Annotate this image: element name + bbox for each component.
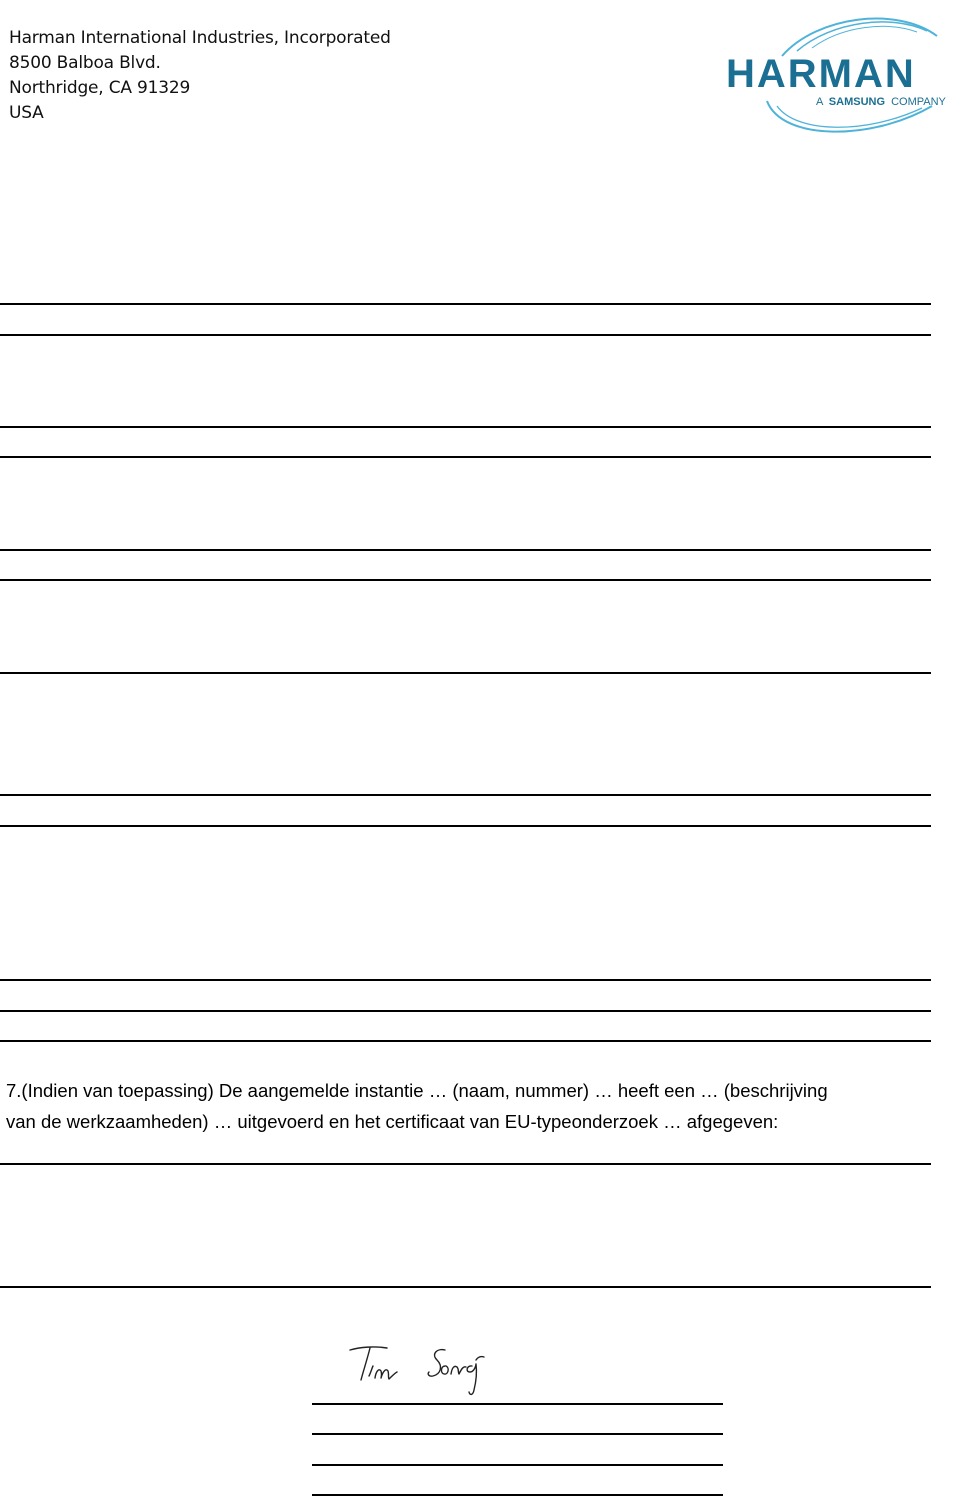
signature-rule [312,1433,723,1435]
item-7-paragraph [6,1075,926,1137]
logo-tagline-brand: SAMSUNG [828,96,886,108]
form-rule [0,979,931,981]
item-7-line-2: van de werkzaamheden) … uitgevoerd en het certificaat van EU-typeonderzoek … afgegeven: [6,1111,779,1132]
handwritten-signature [345,1338,495,1400]
form-rule [0,672,931,674]
form-rule [0,1040,931,1042]
form-rule [0,303,931,305]
form-rule [0,825,931,827]
address-line-company: Harman International Industries, Incorporated [9,28,391,48]
form-rule [0,456,931,458]
form-rule [0,1286,931,1288]
form-rule [0,1163,931,1165]
signature-rule [312,1494,723,1496]
harman-logo [722,6,972,136]
signature-rule [312,1403,723,1405]
form-rule [0,334,931,336]
logo-tagline-suffix: COMPANY [891,96,946,108]
item-7-line-1: 7.(Indien van toepassing) De aangemelde instantie … (naam, nummer) … heeft een … (beschrijving [6,1080,828,1101]
company-address [9,26,391,126]
address-line-street: 8500 Balboa Blvd. [9,53,161,73]
svg-text:A SAMSUNG COMPANY [816,96,947,108]
form-rule [0,1010,931,1012]
form-rule [0,579,931,581]
form-rule [0,426,931,428]
form-rule [0,794,931,796]
address-line-country: USA [9,103,44,123]
signature-rule [312,1464,723,1466]
logo-wordmark: HARMAN [726,52,916,96]
form-rule [0,549,931,551]
logo-tagline-prefix: A [816,96,823,108]
address-line-city: Northridge, CA 91329 [9,78,191,98]
